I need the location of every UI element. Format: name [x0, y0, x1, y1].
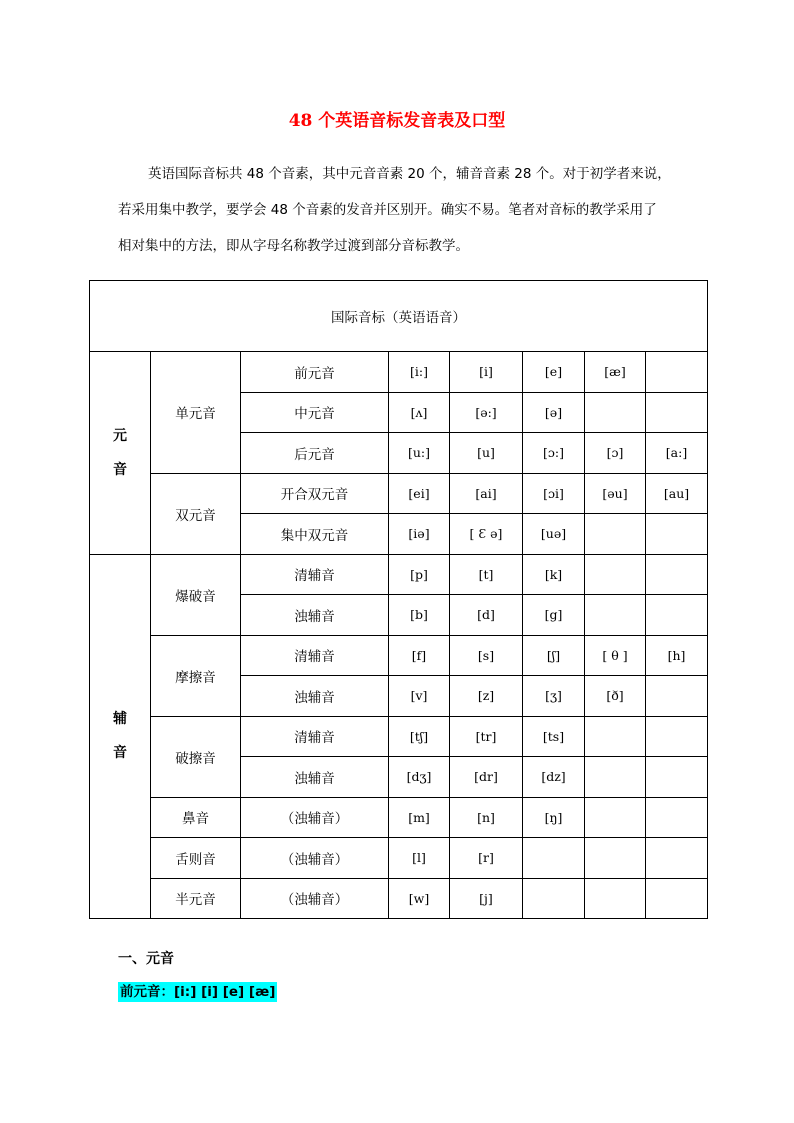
table-row [90, 352, 708, 393]
ipa-symbol: [əu] [585, 473, 646, 514]
ipa-symbol: [z] [450, 676, 523, 717]
table-row [90, 716, 708, 757]
ipa-symbol [585, 716, 646, 757]
ipa-symbol: [ai] [450, 473, 523, 514]
table-row [90, 797, 708, 838]
lateral-label: 舌则音 [151, 838, 241, 879]
ipa-symbol: [uə] [523, 514, 585, 555]
ipa-symbol [585, 595, 646, 636]
ipa-symbol: [n] [450, 797, 523, 838]
table-row [90, 838, 708, 879]
consonant-category: 辅 音 [90, 554, 151, 919]
monophthong-label: 单元音 [151, 352, 241, 474]
ipa-symbol: [æ] [585, 352, 646, 393]
ipa-symbol: [au] [646, 473, 708, 514]
ipa-symbol: [v] [389, 676, 450, 717]
intro-line-3: 相对集中的方法，即从字母名称教学过渡到部分音标教学。 [118, 238, 469, 254]
row-label: 中元音 [241, 392, 389, 433]
ipa-symbol: [ɔi] [523, 473, 585, 514]
ipa-symbol [585, 838, 646, 879]
row-label: 清辅音 [241, 716, 389, 757]
ipa-symbol: [g] [523, 595, 585, 636]
ipa-symbol: [ɔ:] [523, 433, 585, 474]
ipa-symbol: [ŋ] [523, 797, 585, 838]
row-label: 清辅音 [241, 554, 389, 595]
table-header-row [90, 281, 708, 352]
ipa-symbol: [iə] [389, 514, 450, 555]
ipa-symbol: [u:] [389, 433, 450, 474]
ipa-symbol: [tʃ] [389, 716, 450, 757]
ipa-symbol [646, 514, 708, 555]
intro-line-1: 英语国际音标共 48 个音素，其中元音音素 20 个，辅音音素 28 个。对于初学者来说， [148, 166, 671, 182]
ipa-symbol: [ɔ] [585, 433, 646, 474]
ipa-symbol: [i] [450, 352, 523, 393]
ipa-symbol [523, 838, 585, 879]
ipa-symbol: [r] [450, 838, 523, 879]
table-row [90, 473, 708, 514]
ipa-symbol [646, 676, 708, 717]
ipa-symbol [585, 554, 646, 595]
ipa-symbol: [k] [523, 554, 585, 595]
ipa-symbol: [t] [450, 554, 523, 595]
semivowel-label: 半元音 [151, 878, 241, 919]
row-label: 集中双元音 [241, 514, 389, 555]
ipa-symbol: [f] [389, 635, 450, 676]
ipa-symbol: [a:] [646, 433, 708, 474]
row-label: 后元音 [241, 433, 389, 474]
table-header: 国际音标（英语语音） [90, 281, 708, 352]
section-heading: 一、元音 [118, 951, 174, 967]
ipa-symbol: [dz] [523, 757, 585, 798]
ipa-symbol: [ʌ] [389, 392, 450, 433]
ipa-symbol [646, 554, 708, 595]
ipa-symbol: [w] [389, 878, 450, 919]
ipa-symbol: [d] [450, 595, 523, 636]
ipa-symbol [523, 878, 585, 919]
ipa-symbol: [ Ɛ ə] [450, 514, 523, 555]
plosive-label: 爆破音 [151, 554, 241, 635]
ipa-symbol: [ə:] [450, 392, 523, 433]
diphthong-label: 双元音 [151, 473, 241, 554]
ipa-symbol: [s] [450, 635, 523, 676]
ipa-symbol [646, 878, 708, 919]
ipa-symbol: [dr] [450, 757, 523, 798]
row-label: 前元音 [241, 352, 389, 393]
intro-line-2: 若采用集中教学，要学会 48 个音素的发音并区别开。确实不易。笔者对音标的教学采用了 [118, 202, 657, 218]
ipa-symbol: [m] [389, 797, 450, 838]
ipa-symbol [646, 716, 708, 757]
ipa-symbol: [ θ ] [585, 635, 646, 676]
vowel-category: 元 音 [90, 352, 151, 555]
ipa-symbol: [b] [389, 595, 450, 636]
ipa-symbol [646, 757, 708, 798]
ipa-symbol: [e] [523, 352, 585, 393]
ipa-symbol: [l] [389, 838, 450, 879]
ipa-symbol [585, 514, 646, 555]
ipa-symbol: [ə] [523, 392, 585, 433]
ipa-symbol: [i:] [389, 352, 450, 393]
ipa-symbol: [ts] [523, 716, 585, 757]
ipa-symbol: [ei] [389, 473, 450, 514]
ipa-symbol: [p] [389, 554, 450, 595]
affricate-label: 破擦音 [151, 716, 241, 797]
row-label: 开合双元音 [241, 473, 389, 514]
ipa-symbol [646, 392, 708, 433]
page-title: 48 个英语音标发音表及口型 [288, 111, 506, 131]
ipa-symbol: [ð] [585, 676, 646, 717]
ipa-symbol [585, 757, 646, 798]
ipa-symbol: [dʒ] [389, 757, 450, 798]
row-label: （浊辅音） [241, 797, 389, 838]
table-row [90, 635, 708, 676]
table-row [90, 554, 708, 595]
ipa-symbol [646, 595, 708, 636]
row-label: （浊辅音） [241, 838, 389, 879]
ipa-symbol [646, 352, 708, 393]
ipa-symbol [646, 797, 708, 838]
table-row [90, 878, 708, 919]
ipa-symbol [646, 838, 708, 879]
fricative-label: 摩擦音 [151, 635, 241, 716]
ipa-symbol [585, 878, 646, 919]
ipa-symbol: [j] [450, 878, 523, 919]
row-label: （浊辅音） [241, 878, 389, 919]
ipa-symbol: [h] [646, 635, 708, 676]
row-label: 浊辅音 [241, 676, 389, 717]
ipa-symbol [585, 392, 646, 433]
ipa-symbol: [tr] [450, 716, 523, 757]
ipa-symbol: [ʒ] [523, 676, 585, 717]
ipa-symbol: [u] [450, 433, 523, 474]
row-label: 清辅音 [241, 635, 389, 676]
nasal-label: 鼻音 [151, 797, 241, 838]
intro-paragraph [118, 160, 678, 268]
ipa-symbol [585, 797, 646, 838]
row-label: 浊辅音 [241, 757, 389, 798]
ipa-table [89, 280, 708, 919]
ipa-symbol: [ʃ] [523, 635, 585, 676]
highlighted-subheading: 前元音：[i:] [i] [e] [æ] [120, 984, 276, 1000]
row-label: 浊辅音 [241, 595, 389, 636]
